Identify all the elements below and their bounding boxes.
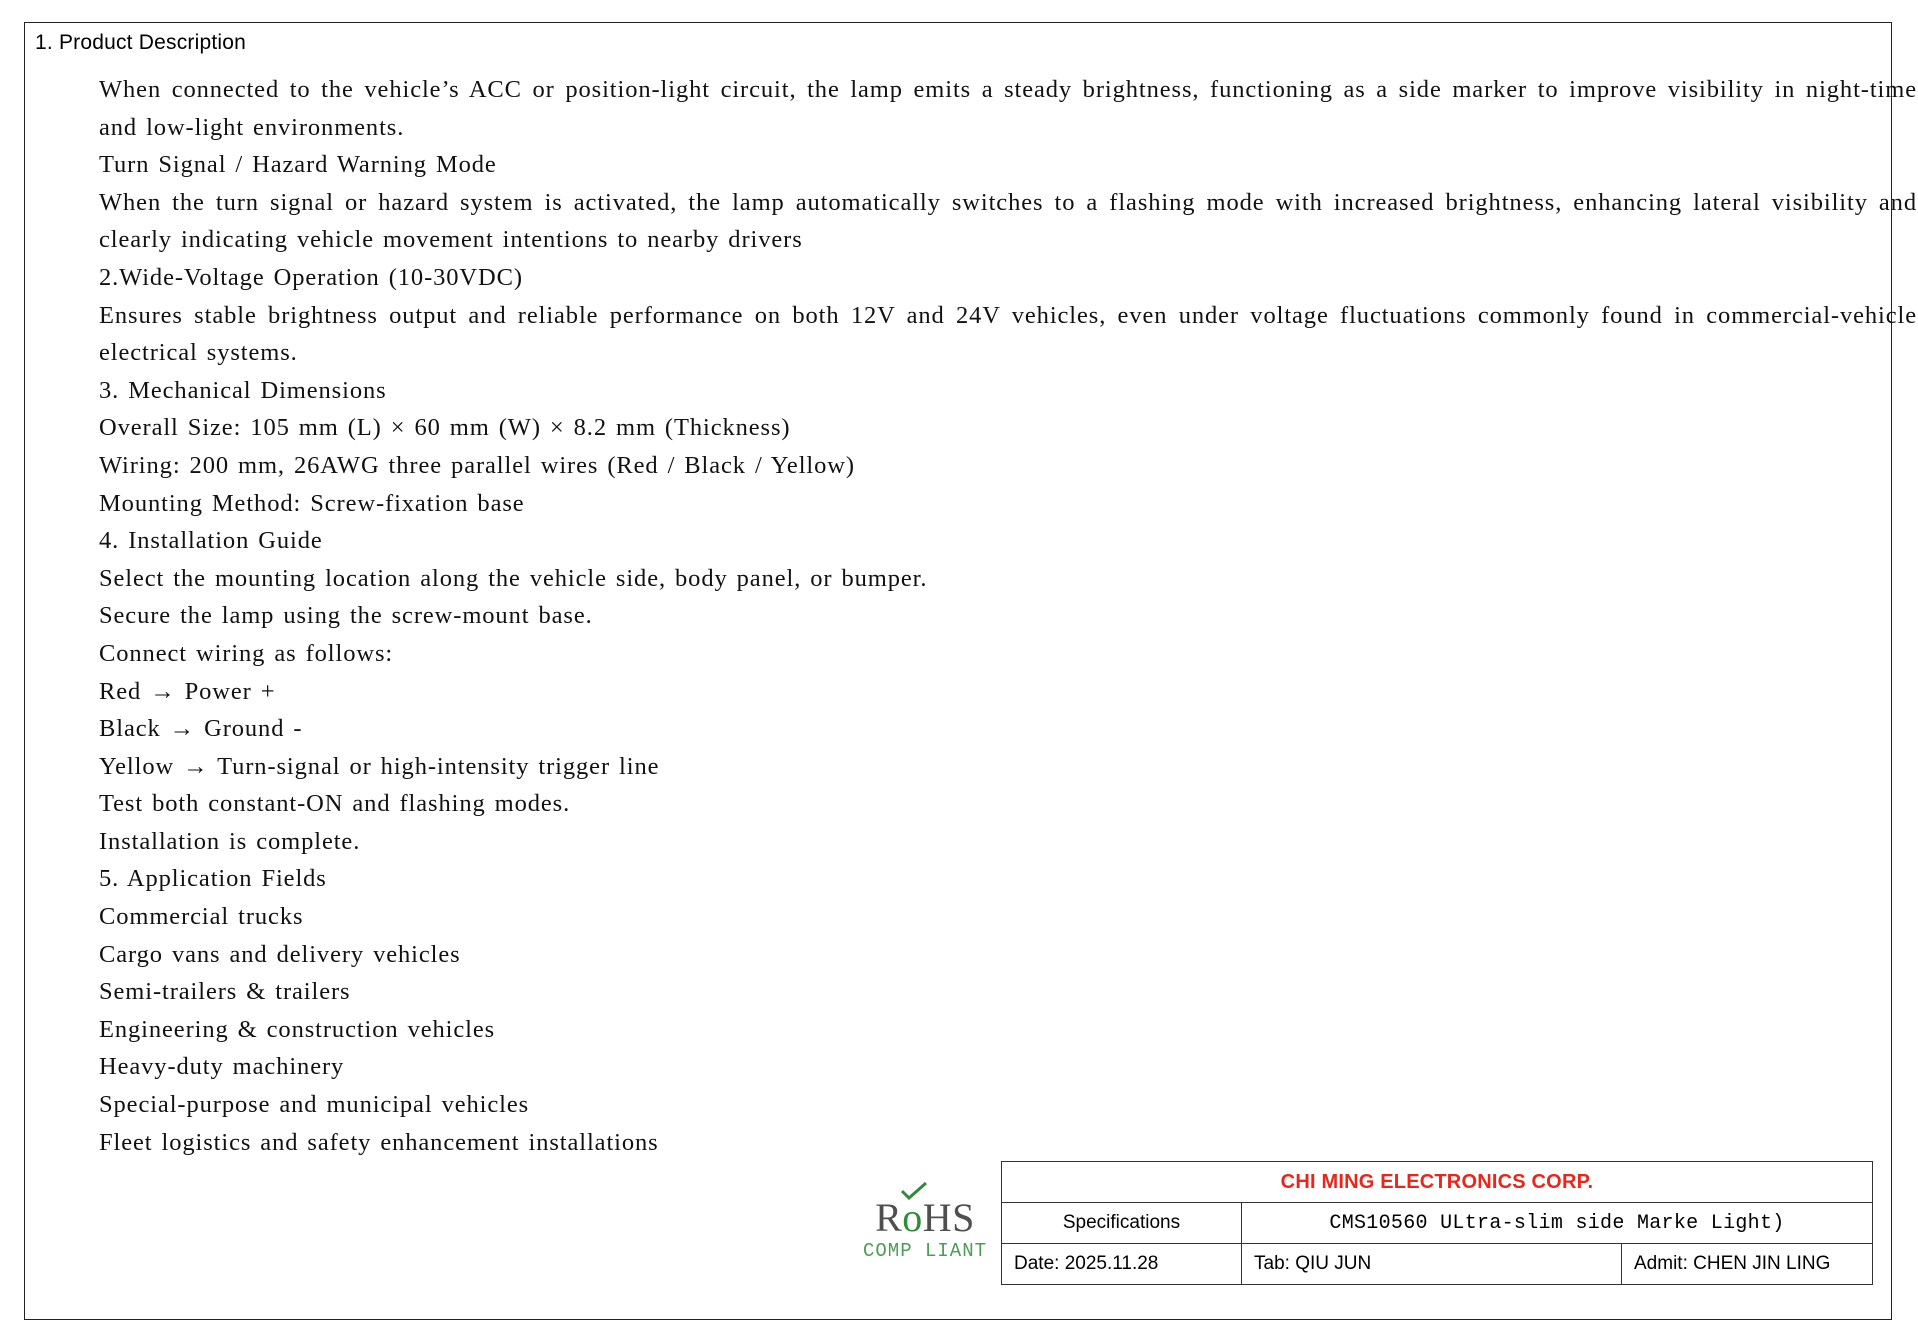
body-line: Ensures stable brightness output and reliable performance on both 12V and 24V vehicles, even under voltage fluctuations commonly found in commercial-vehicle electrical systems. — [99, 301, 1917, 367]
title-block-company-row — [1002, 1162, 1872, 1203]
rohs-logo — [855, 1195, 995, 1262]
body-line: 2.Wide-Voltage Operation (10-30VDC) — [99, 263, 523, 291]
body-line: 5. Application Fields — [99, 865, 327, 893]
body-line: When the turn signal or hazard system is activated, the lamp automatically switches to a flashing mode with increased brightness, enhancing lateral visibility and clearly indicating vehicle movement intentions to nearby drivers — [99, 188, 1917, 254]
rohs-mark — [875, 1195, 975, 1240]
body-line: Cargo vans and delivery vehicles — [99, 940, 461, 968]
rohs-compliant-label: COMP LIANT — [862, 1240, 988, 1262]
body-line: Secure the lamp using the screw-mount base. — [99, 602, 593, 630]
body-line: Turn Signal / Hazard Warning Mode — [99, 151, 497, 179]
rohs-mark-r: R — [875, 1195, 903, 1240]
body-line: Heavy-duty machinery — [99, 1053, 345, 1081]
body-line: Wiring: 200 mm, 26AWG three parallel wires (Red / Black / Yellow) — [99, 451, 855, 479]
body-line: 4. Installation Guide — [99, 527, 323, 555]
body-line: Select the mounting location along the vehicle side, body panel, or bumper. — [99, 564, 928, 592]
body-line: Engineering & construction vehicles — [99, 1015, 496, 1043]
body-line: Yellow → Turn-signal or high-intensity trigger line — [99, 752, 660, 780]
title-block — [1001, 1161, 1873, 1285]
body-line: Installation is complete. — [99, 827, 361, 855]
body-line: Fleet logistics and safety enhancement installations — [99, 1128, 659, 1156]
title-block-meta-row — [1002, 1244, 1872, 1284]
body-line: 3. Mechanical Dimensions — [99, 376, 387, 404]
tab-field: Tab: QIU JUN — [1242, 1244, 1622, 1284]
title-block-spec-row — [1002, 1203, 1872, 1244]
company-name: CHI MING ELECTRONICS CORP. — [1280, 1170, 1594, 1193]
document-body — [99, 71, 1917, 1161]
body-line: Mounting Method: Screw-fixation base — [99, 489, 525, 517]
body-line: Special-purpose and municipal vehicles — [99, 1091, 530, 1119]
specifications-value: CMS10560 ULtra-slim side Marke Light) — [1329, 1211, 1785, 1235]
body-line: Red → Power + — [99, 677, 276, 705]
rohs-mark-o: o — [902, 1195, 923, 1240]
body-line: Overall Size: 105 mm (L) × 60 mm (W) × 8.2 mm (Thickness) — [99, 414, 791, 442]
body-line: Semi-trailers & trailers — [99, 978, 351, 1006]
page-title: 1. Product Description — [35, 31, 246, 54]
body-line: Black → Ground - — [99, 715, 303, 743]
check-icon — [901, 1182, 927, 1200]
document-page — [24, 22, 1917, 1320]
specifications-label: Specifications — [1002, 1203, 1242, 1243]
body-line: Test both constant-ON and flashing modes. — [99, 790, 571, 818]
date-field: Date: 2025.11.28 — [1002, 1244, 1242, 1284]
rohs-mark-hs: HS — [922, 1195, 975, 1240]
admit-field: Admit: CHEN JIN LING — [1634, 1253, 1831, 1274]
body-line: Connect wiring as follows: — [99, 639, 394, 667]
body-line: Commercial trucks — [99, 903, 304, 931]
body-line: When connected to the vehicle’s ACC or position-light circuit, the lamp emits a steady brightness, functioning as a side marker to improve visibility in night-time and low-light environments. — [99, 76, 1917, 141]
